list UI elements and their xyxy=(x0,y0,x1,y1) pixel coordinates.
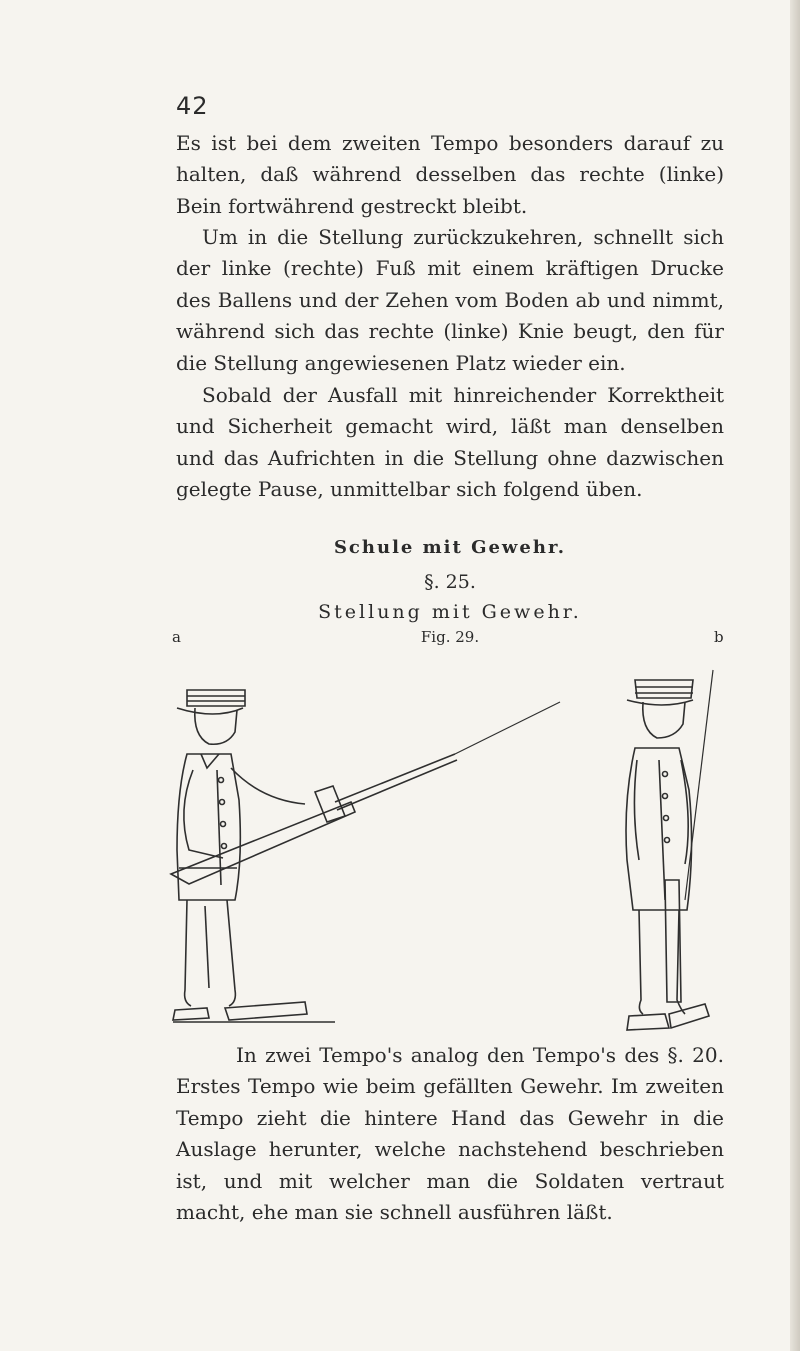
soldier-a-figure xyxy=(171,690,560,1022)
paragraph-2: Um in die Stellung zurückzukehren, schnellt sich der linke (rechte) Fuß mit einem kräftigen Drucke des Ballens und der Zehen vom Boden ab und nimmt, während sich das rechte (linke) Knie beugt, den für die Stellung angewiesenen Platz wieder ein. xyxy=(176,225,724,375)
soldier-b-figure xyxy=(626,670,713,1030)
paragraph-3: Sobald der Ausfall mit hinreichender Korrektheit und Sicherheit gemacht wird, läßt man denselben und das Aufrichten in die Stellung ohne dazwischen gelegte Pause, unmittelbar sich folgend üben. xyxy=(176,383,724,502)
paragraph-1: Es ist bei dem zweiten Tempo besonders darauf zu halten, daß während desselben das rechte (linke) Bein fortwährend gestreckt bleibt. xyxy=(176,131,724,218)
page-edge xyxy=(790,0,800,1351)
section-number: §. 25. xyxy=(424,571,476,593)
figure-label-b: b xyxy=(714,628,724,646)
section-heading: Schule mit Gewehr. xyxy=(333,537,567,558)
figure-caption: Fig. 29. xyxy=(420,628,480,646)
page-number: 42 xyxy=(176,92,209,120)
paragraph-4: In zwei Tempo's analog den Tempo's des §. 20. Erstes Tempo wie beim gefällten Gewehr. Im zweiten Tempo zieht die hintere Hand das Gewehr in die Auslage herunter, welche nachstehend beschrieben ist, und mit welcher man die Soldaten vertraut macht, ehe man sie schnell ausführen läßt. xyxy=(176,1043,724,1225)
figure-label-a: a xyxy=(172,628,181,646)
soldier-illustration xyxy=(165,650,740,1035)
section-subheading: Stellung mit Gewehr. xyxy=(318,601,582,623)
